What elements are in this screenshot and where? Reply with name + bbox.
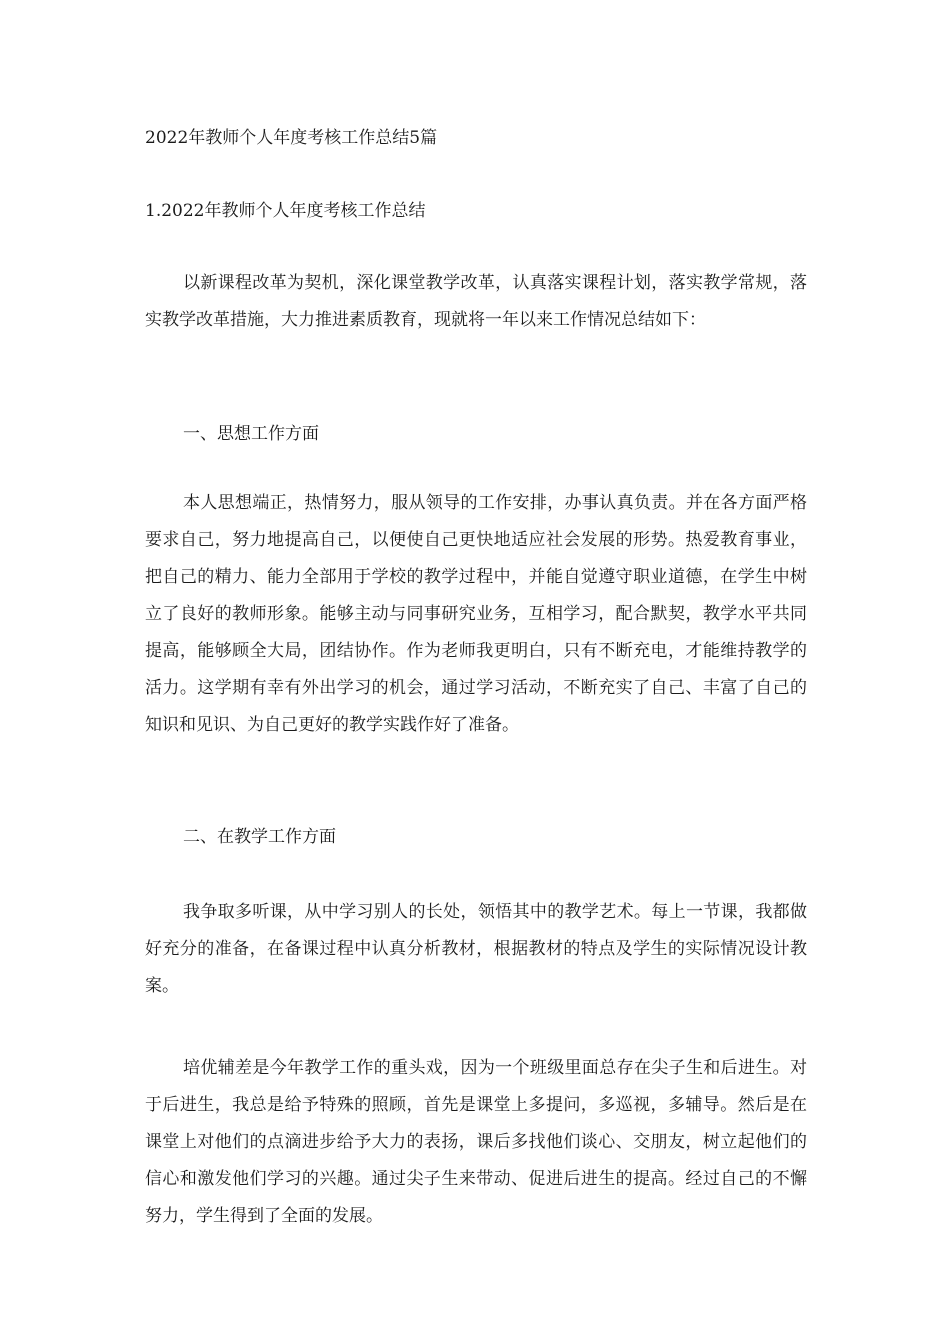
document-subtitle: 1.2022年教师个人年度考核工作总结 (145, 201, 426, 221)
section-heading-ideology: 一、思想工作方面 (183, 424, 319, 444)
ideology-paragraph: 本人思想端正，热情努力，服从领导的工作安排，办事认真负责。并在各方面严格要求自己，努力地提高自己，以便使自己更快地适应社会发展的形势。热爱教育事业，把自己的精力、能力全部用于学校的教学过程中，并能自觉遵守职业道德，在学生中树立了良好的教师形象。能够主动与同事研究业务，互相学习，配合默契，教学水平共同提高，能够顾全大局，团结协作。作为老师我更明白，只有不断充电，才能维持教学的活力。这学期有幸有外出学习的机会，通过学习活动，不断充实了自己、丰富了自己的知识和见识、为自己更好的教学实践作好了准备。 (145, 493, 807, 735)
intro-paragraph: 以新课程改革为契机，深化课堂教学改革，认真落实课程计划，落实教学常规，落实教学改革措施，大力推进素质教育，现就将一年以来工作情况总结如下： (145, 273, 807, 330)
teaching-paragraph: 我争取多听课，从中学习别人的长处，领悟其中的教学艺术。每上一节课，我都做好充分的准备，在备课过程中认真分析教材，根据教材的特点及学生的实际情况设计教案。 (145, 902, 807, 996)
section-heading-teaching: 二、在教学工作方面 (183, 827, 336, 847)
tutoring-paragraph: 培优辅差是今年教学工作的重头戏，因为一个班级里面总存在尖子生和后进生。对于后进生，我总是给予特殊的照顾，首先是课堂上多提问，多巡视，多辅导。然后是在课堂上对他们的点滴进步给予大力的表扬，课后多找他们谈心、交朋友，树立起他们的信心和激发他们学习的兴趣。通过尖子生来带动、促进后进生的提高。经过自己的不懈努力，学生得到了全面的发展。 (145, 1058, 807, 1226)
document-title: 2022年教师个人年度考核工作总结5篇 (145, 128, 438, 148)
